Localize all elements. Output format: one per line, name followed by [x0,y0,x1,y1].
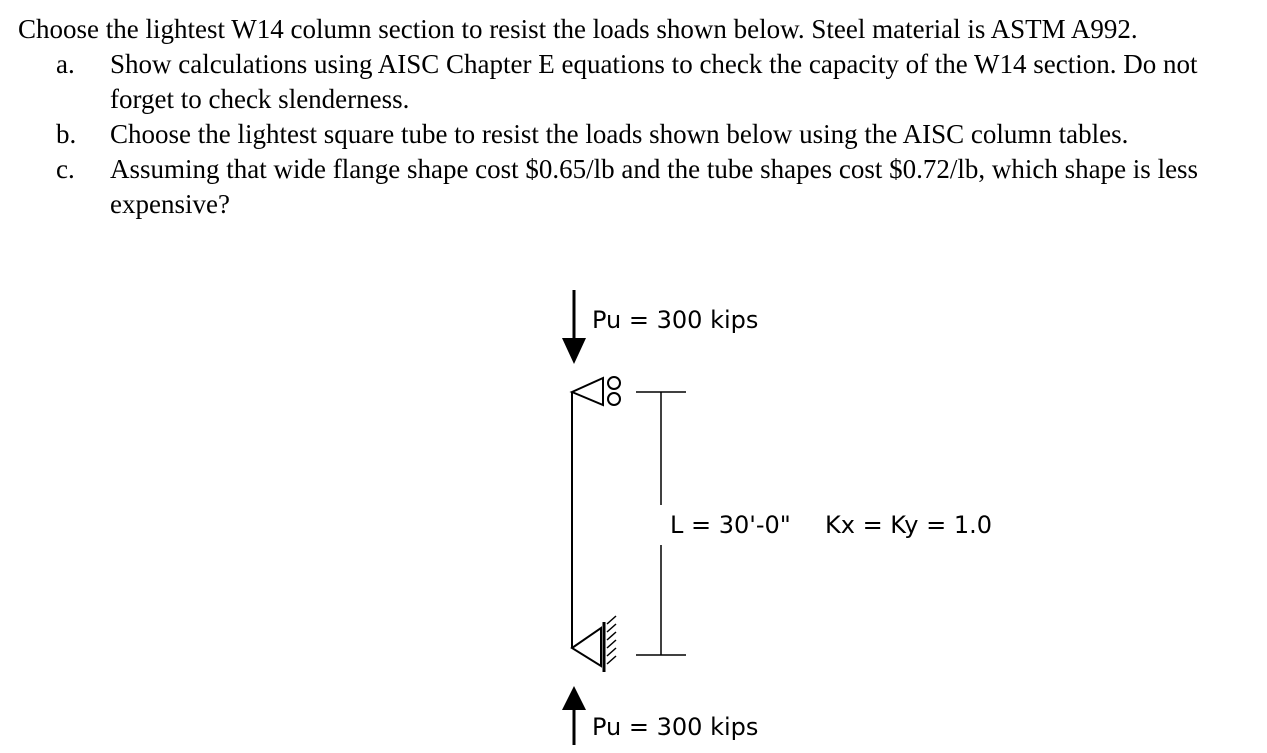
task-text: Assuming that wide flange shape cost $0.65/lb and the tube shapes cost $0.72/lb, which shape is less expensive? [110,154,1199,219]
k-factor-label: Kx = Ky = 1.0 [825,511,993,539]
top-load-label: Pu = 300 kips [592,306,759,334]
task-text: Show calculations using AISC Chapter E equations to check the capacity of the W14 section. Do not forget to check slenderness. [110,49,1198,114]
task-text: Choose the lightest square tube to resist the loads shown below using the AISC column tables. [110,119,1129,149]
length-label: L = 30'-0" [670,511,791,539]
roller-support [572,377,620,405]
task-marker: a. [56,49,75,79]
pin-support [572,616,616,672]
bottom-load-arrow [562,686,586,745]
top-load-arrow [562,290,586,364]
bottom-load-label: Pu = 300 kips [592,713,759,741]
task-marker: b. [56,119,77,149]
task-marker: c. [56,154,75,184]
problem-intro: Choose the lightest W14 column section to resist the loads shown below. Steel material is ASTM A992. [18,14,1138,44]
